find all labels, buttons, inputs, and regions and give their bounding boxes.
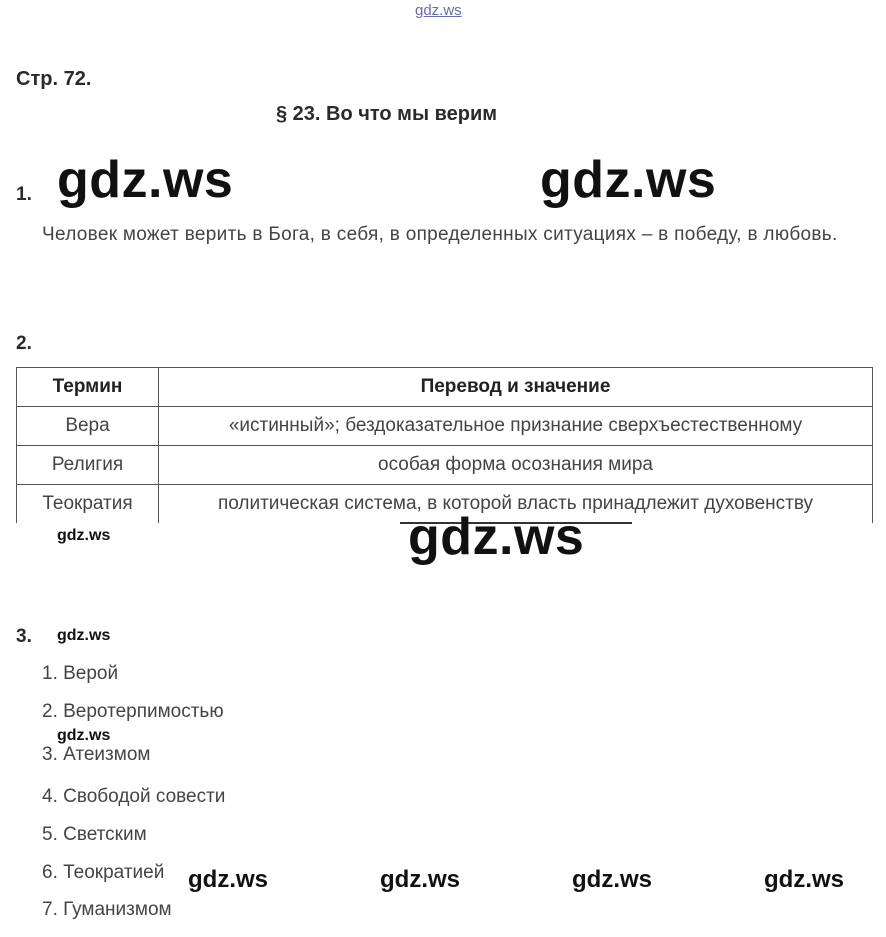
- header-term: Термин: [17, 368, 159, 407]
- list-item: 6. Теократией: [42, 862, 165, 883]
- table-row: [17, 407, 873, 446]
- meaning-cell: политическая система, в которой власть принадлежит духовенству: [159, 485, 873, 524]
- term-cell: Теократия: [17, 485, 159, 524]
- task-3-number: 3.: [16, 626, 32, 647]
- watermark-bottom-3: gdz.ws: [572, 866, 653, 893]
- list-item: 5. Светским: [42, 824, 147, 845]
- watermark-task2-small: gdz.ws: [57, 527, 111, 544]
- table-header-row: [17, 368, 873, 407]
- list-item: 7. Гуманизмом: [42, 899, 172, 920]
- task-2-number: 2.: [16, 333, 32, 354]
- task-1-answer: [16, 216, 878, 254]
- watermark-bottom-4: gdz.ws: [764, 866, 845, 893]
- section-title: § 23. Во что мы верим: [276, 103, 498, 125]
- meaning-cell: «истинный»; бездоказательное признание сверхъестественному: [159, 407, 873, 446]
- watermark-task1-left: gdz.ws: [57, 151, 234, 209]
- term-cell: Вера: [17, 407, 159, 446]
- watermark-bottom-2: gdz.ws: [380, 866, 461, 893]
- task-1-answer-text: Человек может верить в Бога, в себя, в определенных ситуациях – в победу, в любовь.: [42, 224, 838, 245]
- watermark-bottom-1: gdz.ws: [188, 866, 269, 893]
- watermark-top: gdz.ws: [415, 2, 462, 19]
- list-item: 3. Атеизмом: [42, 744, 151, 765]
- term-cell: Религия: [17, 446, 159, 485]
- list-item: 2. Веротерпимостью: [42, 701, 224, 722]
- list-item: 4. Свободой совести: [42, 786, 226, 807]
- table-row: [17, 446, 873, 485]
- list-item: 1. Верой: [42, 663, 119, 684]
- watermark-list: gdz.ws: [57, 727, 111, 744]
- page-reference: Стр. 72.: [16, 68, 92, 90]
- task-1-number: 1.: [16, 184, 32, 205]
- watermark-task2-big: gdz.ws: [408, 508, 585, 566]
- header-meaning: Перевод и значение: [159, 368, 873, 407]
- meaning-cell: особая форма осознания мира: [159, 446, 873, 485]
- watermark-task3: gdz.ws: [57, 627, 111, 644]
- terms-table: [16, 367, 873, 523]
- watermark-task1-right: gdz.ws: [540, 151, 717, 209]
